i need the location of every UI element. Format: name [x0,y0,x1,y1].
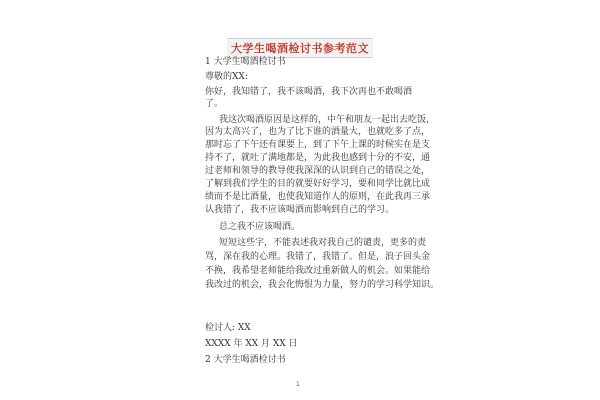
body-line: 那时忘了下午还有课要上，到了下午上课的时候实在是支 [205,140,431,150]
salutation: 尊敬的XX: [205,72,248,82]
body-line: 我改过的机会，我会化悔恨为力量，努力的学习科学知识。 [205,280,440,290]
body-line: 我这次喝酒原因是这样的，中午和朋友一起出去吃饭， [219,115,436,125]
body-line: 总之我不应该喝酒。 [219,222,301,232]
body-line: 因为太高兴了，也为了比下谁的酒量大，也就吃多了点， [205,127,431,137]
document-title: 大学生喝酒检讨书参考范文 [227,38,373,58]
body-line: 持不了，就吐了满地都是，为此我也感到十分的不安，通 [205,153,431,163]
body-line: 你好，我知错了，我不该喝酒，我下次再也不敢喝酒 [205,87,413,97]
body-line: 绩而不是比酒量，也使我知道作人的原则，在此我再三承 [205,192,431,202]
page-number: 1 [296,381,300,388]
body-line: 骂，深在我的心理。我错了，我错了。但是，浪子回头金 [205,252,431,262]
body-line: 过老师和领导的教导使我深深的认识到自己的错误之处， [205,166,431,176]
body-line: 了。 [205,99,224,109]
signature: 检讨人: XX [205,323,251,333]
date: XXXX 年 XX 月 XX 日 [205,339,298,349]
title-wrap [0,37,600,58]
body-line: 了解到我们学生的目的就要好好学习，要和同学比就比成 [205,179,431,189]
body-line: 短短这些字，不能表述我对我自己的谴责，更多的责 [219,238,427,248]
section-heading: 2 大学生喝酒检讨书 [205,355,286,365]
body-line: 认我错了，我不应该喝酒而影响到自己的学习。 [205,205,395,215]
section-heading: 1 大学生喝酒检讨书 [205,57,286,67]
body-line: 不换，我希望老师能给我改过重新做人的机会。如果能给 [205,266,431,276]
